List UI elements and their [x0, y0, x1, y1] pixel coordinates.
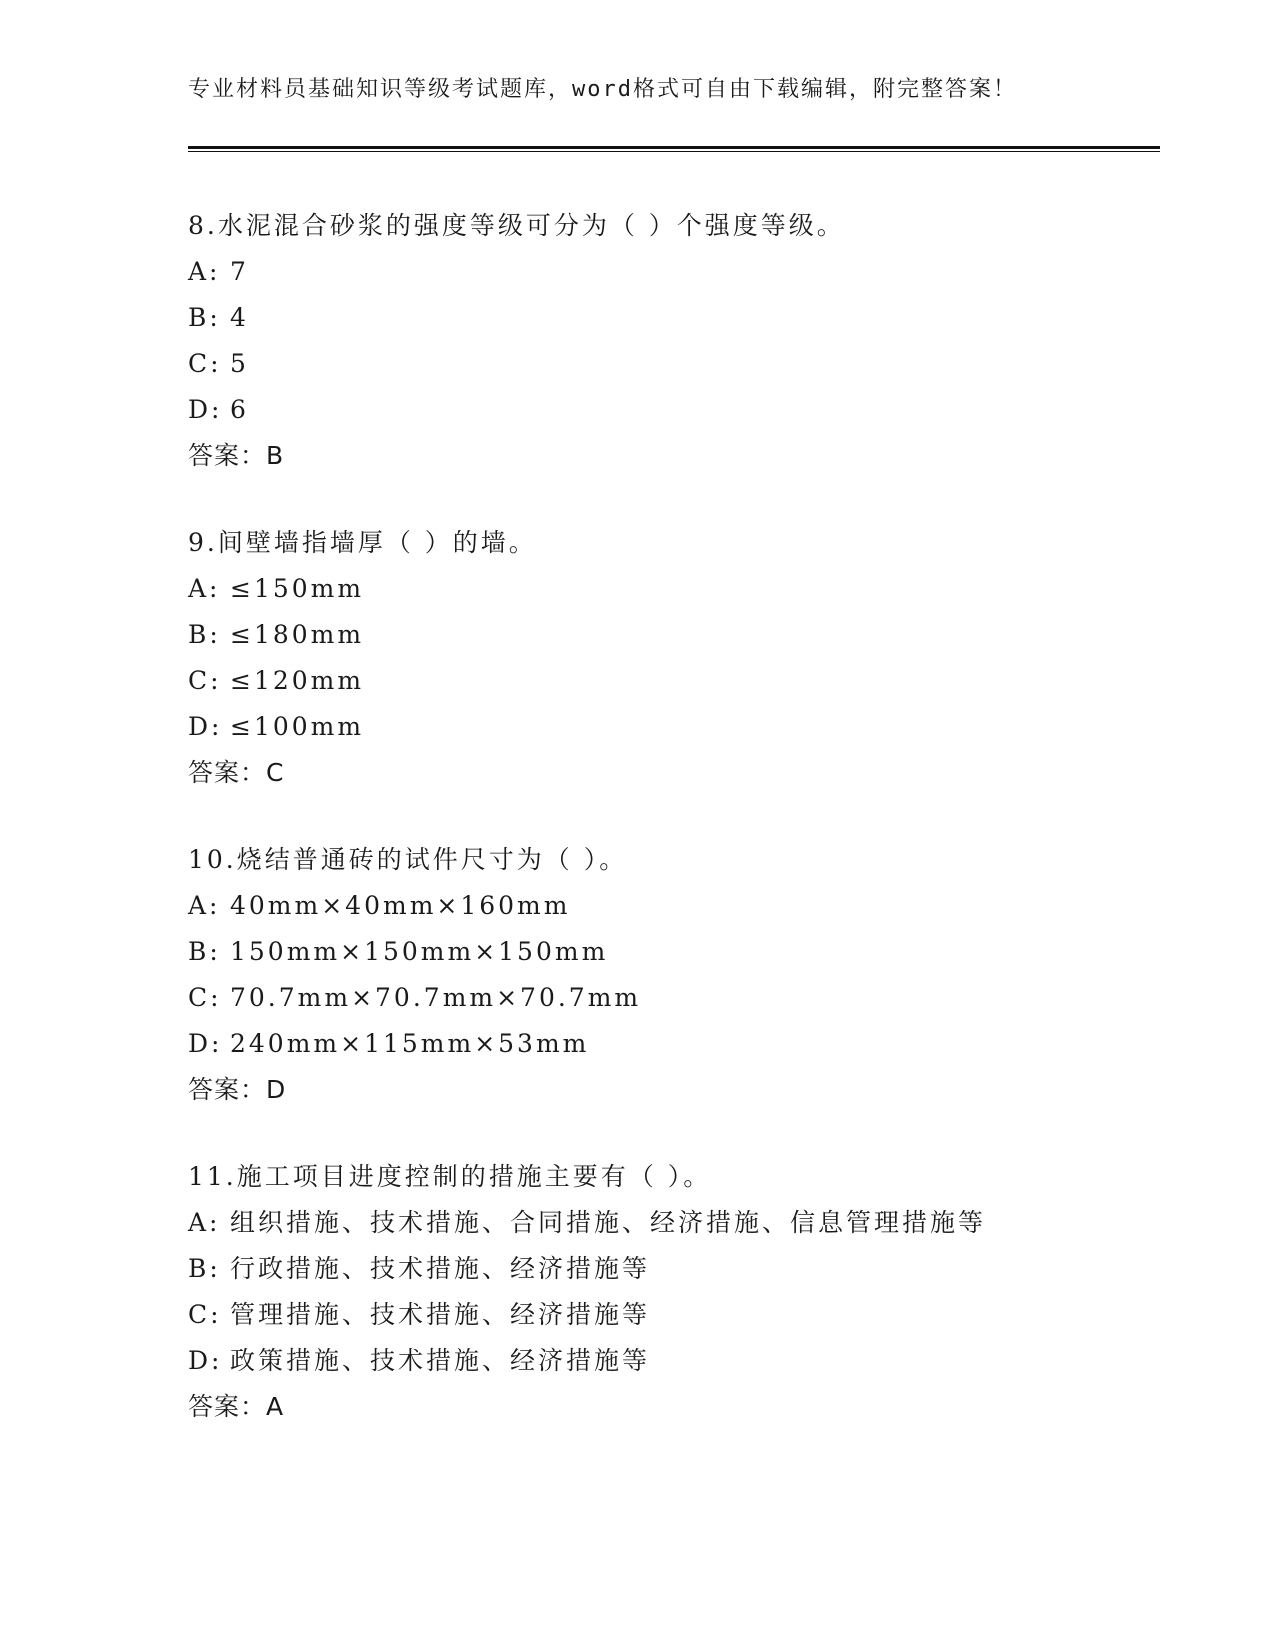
- question-8: [188, 203, 1148, 479]
- option-text: ≤150mm: [230, 574, 365, 603]
- option-text: 6: [230, 395, 249, 424]
- option-letter: B:: [188, 620, 221, 649]
- question-stem: 9.间壁墙指墙厚（ ）的墙。: [188, 528, 537, 557]
- option-c: [188, 658, 1148, 704]
- question-stem: 11.施工项目进度控制的措施主要有（ ）。: [188, 1162, 712, 1191]
- option-b: [188, 612, 1148, 658]
- option-text: 5: [230, 349, 249, 378]
- option-letter: C:: [188, 983, 222, 1012]
- question-stem: 8.水泥混合砂浆的强度等级可分为（ ）个强度等级。: [188, 211, 845, 240]
- option-letter: B:: [188, 303, 221, 332]
- option-letter: B:: [188, 937, 221, 966]
- option-text: 管理措施、技术措施、经济措施等: [230, 1300, 651, 1329]
- header-divider: [188, 146, 1160, 149]
- question-list: [188, 203, 1148, 1471]
- answer-line: 答案：C: [188, 758, 285, 787]
- option-text: 40mm×40mm×160mm: [230, 891, 571, 920]
- option-letter: A:: [188, 574, 221, 603]
- option-b: [188, 929, 1148, 975]
- option-letter: D:: [188, 395, 223, 424]
- option-text: 150mm×150mm×150mm: [230, 937, 609, 966]
- option-letter: D:: [188, 1346, 223, 1375]
- question-10: [188, 837, 1148, 1113]
- answer-line: 答案：D: [188, 1075, 287, 1104]
- page-header: 专业材料员基础知识等级考试题库，word格式可自由下载编辑，附完整答案！: [188, 77, 1017, 102]
- answer-line: 答案：B: [188, 441, 285, 470]
- question-stem: 10.烧结普通砖的试件尺寸为（ ）。: [188, 845, 628, 874]
- option-letter: C:: [188, 1300, 222, 1329]
- question-11: [188, 1154, 1148, 1430]
- question-9: [188, 520, 1148, 796]
- option-b: [188, 1246, 1148, 1292]
- option-text: 组织措施、技术措施、合同措施、经济措施、信息管理措施等: [230, 1208, 987, 1237]
- option-c: [188, 1292, 1148, 1338]
- option-text: ≤120mm: [230, 666, 365, 695]
- option-a: [188, 1200, 1148, 1246]
- option-letter: B:: [188, 1254, 221, 1283]
- option-letter: A:: [188, 257, 221, 286]
- option-letter: D:: [188, 1029, 223, 1058]
- option-d: [188, 1338, 1148, 1384]
- option-c: [188, 975, 1148, 1021]
- option-text: 4: [230, 303, 249, 332]
- option-letter: A:: [188, 1208, 221, 1237]
- option-text: 70.7mm×70.7mm×70.7mm: [230, 983, 642, 1012]
- option-letter: A:: [188, 891, 221, 920]
- option-a: [188, 566, 1148, 612]
- option-b: [188, 295, 1148, 341]
- option-letter: C:: [188, 666, 222, 695]
- option-c: [188, 341, 1148, 387]
- option-text: 240mm×115mm×53mm: [230, 1029, 590, 1058]
- option-text: ≤100mm: [230, 712, 365, 741]
- option-d: [188, 704, 1148, 750]
- option-d: [188, 1021, 1148, 1067]
- option-a: [188, 883, 1148, 929]
- option-a: [188, 249, 1148, 295]
- option-text: ≤180mm: [230, 620, 365, 649]
- option-letter: C:: [188, 349, 222, 378]
- option-text: 政策措施、技术措施、经济措施等: [230, 1346, 651, 1375]
- option-d: [188, 387, 1148, 433]
- option-letter: D:: [188, 712, 223, 741]
- option-text: 行政措施、技术措施、经济措施等: [230, 1254, 651, 1283]
- option-text: 7: [230, 257, 249, 286]
- answer-line: 答案：A: [188, 1392, 285, 1421]
